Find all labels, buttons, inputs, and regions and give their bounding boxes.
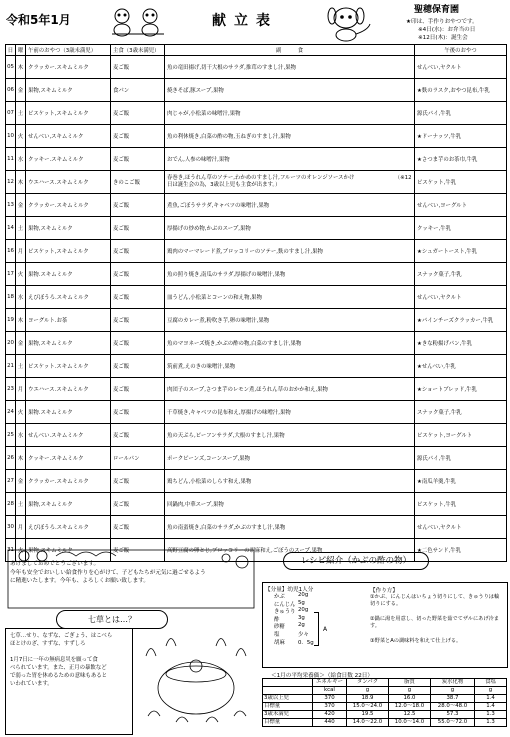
menu-am-snack: 果物,スキムミルク xyxy=(26,493,111,516)
nutrition-row xyxy=(263,711,507,719)
ingredient-name: 胡麻 xyxy=(274,639,285,646)
recipe-title: レシピ紹介（かぶの酢の物） xyxy=(283,552,429,570)
menu-row xyxy=(6,286,507,309)
nutrition-value: 19.5 xyxy=(347,711,389,719)
menu-am-snack: クッキー.スキムミルク xyxy=(26,447,111,470)
nanakusa-line: ほとけのざ、すずな、すずしろ xyxy=(10,641,86,647)
nutrition-row-label: 3歳未満児 xyxy=(263,711,313,719)
menu-am-snack: クラッカー.スキムミルク xyxy=(26,56,111,79)
ingredient-name: きゅうり xyxy=(274,609,296,616)
menu-row xyxy=(6,194,507,217)
menu-date: 10 xyxy=(6,125,16,148)
menu-staple: 麦ご飯 xyxy=(111,148,165,171)
menu-row xyxy=(6,447,507,470)
menu-pm-snack: ★せんべい,牛乳 xyxy=(415,355,507,378)
menu-weekday: 金 xyxy=(16,470,26,493)
page-title: 献立表 xyxy=(212,13,278,29)
nutrition-value: 12.0～18.0 xyxy=(389,703,431,711)
nutrition-unit: g xyxy=(431,687,475,695)
dog-illustration xyxy=(316,2,376,42)
nutrition-header: タンパク xyxy=(347,679,389,687)
menu-date: 28 xyxy=(6,493,16,516)
col-header-weekday: 曜 xyxy=(16,45,26,56)
nutrition-title: ＜1月の平均栄養価＞（給食日数 22日） xyxy=(271,673,373,679)
menu-staple: 麦ご飯 xyxy=(111,516,165,539)
menu-weekday: 火 xyxy=(16,263,26,286)
nutrition-value: 55.0～72.0 xyxy=(431,719,475,727)
menu-am-snack: せんべい,スキムミルク xyxy=(26,125,111,148)
menu-weekday: 火 xyxy=(16,539,26,562)
menu-side-dish: 千草焼き,キャベツの昆布和え,厚揚げの味噌汁,果物 xyxy=(165,401,415,424)
menu-side-dish: 春巻き,ほうれん草のソテー,わかめのすまし汁,フルーツのオレンジソースかけ （※12日は誕生会の為，3歳以上児も主食が出ます。） xyxy=(165,171,415,194)
menu-side-dish: 皿うどん,小松菜とコーンの和え物,果物 xyxy=(165,286,415,309)
nutrition-header: 炭水化物 xyxy=(431,679,475,687)
col-header-pm-snack: 午後のおやつ xyxy=(415,45,507,56)
nanakusa-line xyxy=(10,648,128,656)
header-note: ★印は、手作りおやつです。 xyxy=(406,19,478,25)
menu-weekday: 土 xyxy=(16,217,26,240)
menu-weekday: 土 xyxy=(16,493,26,516)
menu-am-snack: ヨーグルト.お茶 xyxy=(26,309,111,332)
menu-date: 26 xyxy=(6,447,16,470)
menu-date: 20 xyxy=(6,332,16,355)
menu-pm-snack: ★シュガートースト,牛乳 xyxy=(415,240,507,263)
menu-pm-snack: ★きな粉揚げパン,牛乳 xyxy=(415,332,507,355)
menu-row xyxy=(6,401,507,424)
menu-pm-snack: ★麩のラスク,おやつ昆布,牛乳 xyxy=(415,79,507,102)
menu-weekday: 水 xyxy=(16,286,26,309)
menu-am-snack: 果物,スキムミルク xyxy=(26,332,111,355)
menu-am-snack: ビスケット.スキムミルク xyxy=(26,355,111,378)
ingredient-name: 酢 xyxy=(274,616,280,623)
menu-am-snack: えびぼうろ.スキムミルク xyxy=(26,516,111,539)
nutrition-value: 15.0～24.0 xyxy=(347,703,389,711)
nanakusa-title: 七草とは…？ xyxy=(56,610,168,629)
menu-side-dish: 肉じゃが,小松菜の味噌汁,果物 xyxy=(165,102,415,125)
header-note: ※4日(水)：お弁当の日 xyxy=(418,27,476,33)
menu-pm-snack: ★ドーナッツ,牛乳 xyxy=(415,125,507,148)
col-header-side: 副 食 xyxy=(165,45,415,56)
nutrition-header: 食塩 xyxy=(475,679,507,687)
menu-row xyxy=(6,56,507,79)
menu-row xyxy=(6,516,507,539)
menu-am-snack: 果物.スキムミルク xyxy=(26,401,111,424)
menu-weekday: 木 xyxy=(16,447,26,470)
nutrition-value: 420 xyxy=(313,711,347,719)
nutrition-row-label: 3歳以上児 xyxy=(263,695,313,703)
menu-staple: 麦ご飯 xyxy=(111,263,165,286)
menu-staple: きのこご飯 xyxy=(111,171,165,194)
menu-weekday: 土 xyxy=(16,102,26,125)
menu-staple: 麦ご飯 xyxy=(111,217,165,240)
ingredient-amount: 20g xyxy=(298,592,309,598)
menu-date: 24 xyxy=(6,401,16,424)
menu-side-dish: 煮魚,ごぼうサラダ,キャベツの味噌汁,果物 xyxy=(165,194,415,217)
nutrition-row-label: 目標量 xyxy=(263,719,313,727)
ingredient-amount: 5g xyxy=(298,599,305,606)
menu-date: 16 xyxy=(6,240,16,263)
menu-weekday: 水 xyxy=(16,148,26,171)
menu-date: 11 xyxy=(6,148,16,171)
menu-am-snack: ウエハース.スキムミルク xyxy=(26,378,111,401)
ingredient-amount: 少々 xyxy=(298,632,309,638)
menu-side-dish: 鶏ちどん,小松菜のしらす和え,果物 xyxy=(165,470,415,493)
menu-staple: 麦ご飯 xyxy=(111,355,165,378)
menu-date: 25 xyxy=(6,424,16,447)
menu-pm-snack: ★二色サンド,牛乳 xyxy=(415,539,507,562)
ingredients-title: 【分量】幼児1人分 xyxy=(265,587,314,593)
menu-staple: 麦ご飯 xyxy=(111,470,165,493)
nutrition-value: 1.4 xyxy=(475,703,507,711)
menu-weekday: 水 xyxy=(16,424,26,447)
menu-staple: 麦ご飯 xyxy=(111,309,165,332)
ingredient-amount: 3g xyxy=(298,614,305,621)
menu-row xyxy=(6,125,507,148)
menu-pm-snack: ★南瓜羊羹,牛乳 xyxy=(415,470,507,493)
menu-side-dish: 豆腐のカレー煮,粉吹き芋,卵の味噌汁,果物 xyxy=(165,309,415,332)
menu-pm-snack: ビスケット,牛乳 xyxy=(415,171,507,194)
nanakusa-illustration xyxy=(136,626,258,734)
menu-date: 14 xyxy=(6,217,16,240)
menu-weekday: 月 xyxy=(16,516,26,539)
menu-staple: 麦ご飯 xyxy=(111,194,165,217)
menu-weekday: 金 xyxy=(16,332,26,355)
menu-am-snack: 果物,スキムミルク xyxy=(26,79,111,102)
menu-staple: 麦ご飯 xyxy=(111,56,165,79)
menu-pm-snack: ビスケット,ヨーグルト xyxy=(415,424,507,447)
menu-pm-snack: スナック菓子,牛乳 xyxy=(415,401,507,424)
menu-weekday: 木 xyxy=(16,309,26,332)
menu-row xyxy=(6,424,507,447)
nutrition-value: 440 xyxy=(313,719,347,727)
menu-header-row xyxy=(6,45,507,56)
nanakusa-text xyxy=(10,632,128,688)
menu-staple: 食パン xyxy=(111,79,165,102)
menu-staple: 麦ご飯 xyxy=(111,378,165,401)
nutrition-value: 38.7 xyxy=(431,695,475,703)
menu-row xyxy=(6,263,507,286)
menu-side-dish: 筑前煮,えのきの味噌汁,果物 xyxy=(165,355,415,378)
col-header-date: 日 xyxy=(6,45,16,56)
greeting-line: 今年も安全でおいしい給食作りを心がけて、子どもたちが元気に過ごせるよう xyxy=(10,569,206,576)
menu-staple: 麦ご飯 xyxy=(111,286,165,309)
nutrition-unit: g xyxy=(389,687,431,695)
menu-date: 30 xyxy=(6,516,16,539)
menu-weekday: 火 xyxy=(16,125,26,148)
menu-row xyxy=(6,378,507,401)
menu-date: 19 xyxy=(6,309,16,332)
menu-weekday: 土 xyxy=(16,355,26,378)
ingredient-amount: 2g xyxy=(298,622,305,629)
menu-date: 12 xyxy=(6,171,16,194)
menu-row xyxy=(6,217,507,240)
ingredient-amount: 20g xyxy=(298,607,309,614)
nutrition-unit: kcal xyxy=(313,687,347,695)
nutrition-unit: g xyxy=(347,687,389,695)
ingredient-name: かぶ xyxy=(274,594,285,600)
menu-weekday: 金 xyxy=(16,79,26,102)
menu-pm-snack: せんべい,ヤクルト xyxy=(415,286,507,309)
ingredient-name: にんじん xyxy=(274,601,296,608)
nutrition-value: 12.5 xyxy=(389,711,431,719)
menu-row xyxy=(6,148,507,171)
nutrition-header: エネルギー xyxy=(313,679,347,687)
col-header-am-snack: 午前のおやつ（3歳未満児） xyxy=(26,45,111,56)
menu-pm-snack: ★パインチーズクラッカー,牛乳 xyxy=(415,309,507,332)
menu-row xyxy=(6,171,507,194)
menu-staple: 麦ご飯 xyxy=(111,401,165,424)
nutrition-value: 1.3 xyxy=(475,711,507,719)
nutrition-value: 16.0 xyxy=(389,695,431,703)
nutrition-value: 10.0～14.0 xyxy=(389,719,431,727)
recipe-step: ③野菜とAの調味料を和えて仕上げる。 xyxy=(370,638,462,644)
greeting-message xyxy=(10,560,248,586)
nutrition-table xyxy=(262,678,507,727)
menu-date: 13 xyxy=(6,194,16,217)
menu-am-snack: ビスケット,スキムミルク xyxy=(26,102,111,125)
menu-pm-snack: せんべい,ヨーグルト xyxy=(415,194,507,217)
menu-am-snack: えびぼうろ.スキムミルク xyxy=(26,286,111,309)
menu-row xyxy=(6,240,507,263)
menu-am-snack: 果物.スキムミルク xyxy=(26,263,111,286)
menu-side-dish: 高野豆腐の卵とじ,ブロッコリーの胡麻和え,ごぼうのスープ,果物 xyxy=(165,539,415,562)
menu-side-dish: 魚の南蛮焼き,白菜のサラダ,かぶのすまし汁,果物 xyxy=(165,516,415,539)
nutrition-value: 28.0～48.0 xyxy=(431,703,475,711)
menu-weekday: 木 xyxy=(16,56,26,79)
menu-staple: 麦ご飯 xyxy=(111,240,165,263)
menu-am-snack: クッキー.スキムミルク xyxy=(26,148,111,171)
menu-date: 17 xyxy=(6,263,16,286)
menu-pm-snack: ★さつま芋のお茶巾,牛乳 xyxy=(415,148,507,171)
recipe-step: ①かぶ、にんじんはいちょう切りにして、きゅうりは輪切りにする。 xyxy=(370,594,500,607)
menu-side-dish: 魚の竜田揚げ,切干大根のサラダ,推茸のすまし汁,果物 xyxy=(165,56,415,79)
menu-row xyxy=(6,355,507,378)
menu-side-dish: 魚の照り焼き,南瓜のサラダ,厚揚げの味噌汁,果物 xyxy=(165,263,415,286)
menu-am-snack: ウエハース.スキムミルク xyxy=(26,171,111,194)
recipe-step: ②鍋に湯を用意し、切った野菜を茹でてザルにあげ冷ます。 xyxy=(370,616,499,629)
greeting-line: に精進いたします。今年も、よろしくお願い致します。 xyxy=(10,578,149,584)
menu-pm-snack: 源氏パイ,牛乳 xyxy=(415,447,507,470)
nutrition-value: 370 xyxy=(313,703,347,711)
menu-row xyxy=(6,332,507,355)
nutrition-value: 57.3 xyxy=(431,711,475,719)
menu-pm-snack: せんべい,ヤクルト xyxy=(415,516,507,539)
menu-side-dish: 回鍋肉,中華スープ,果物 xyxy=(165,493,415,516)
menu-row xyxy=(6,79,507,102)
menu-staple: ロールパン xyxy=(111,447,165,470)
menu-date: 31 xyxy=(6,539,16,562)
ingredient-amount: 0．5g xyxy=(298,639,314,646)
nutrition-value: 1.4 xyxy=(475,695,507,703)
menu-staple: 麦ご飯 xyxy=(111,125,165,148)
menu-staple: 麦ご飯 xyxy=(111,332,165,355)
nutrition-row xyxy=(263,719,507,727)
menu-am-snack: 果物,スキムミルク xyxy=(26,217,111,240)
ingredient-name: 砂糖 xyxy=(274,624,285,631)
ingredient-name: 塩 xyxy=(274,632,280,638)
menu-row xyxy=(6,102,507,125)
menu-date: 06 xyxy=(6,79,16,102)
menu-row xyxy=(6,493,507,516)
menu-side-dish: 肉団子のスープ,さつま芋のレモン煮,ほうれん草のおかか和え,果物 xyxy=(165,378,415,401)
nutrition-value: 1.3 xyxy=(475,719,507,727)
seasoning-bracket xyxy=(314,612,319,646)
menu-side-dish: 焼きそば,豚スープ,果物 xyxy=(165,79,415,102)
nanakusa-line: 1月7日に一年の無病息災を願って食 xyxy=(10,657,98,663)
menu-table xyxy=(5,44,507,562)
nanakusa-line: 七草…せり、なずな、ごぎょう、はこべら xyxy=(10,633,113,639)
menu-date: 05 xyxy=(6,56,16,79)
header-note: ※12日(木)：誕生会 xyxy=(418,35,468,41)
menu-date: 21 xyxy=(6,355,16,378)
nutrition-row-label: 目標量 xyxy=(263,703,313,711)
menu-side-dish: おでん,人参の味噌汁,果物 xyxy=(165,148,415,171)
menu-side-dish: 魚の利休焼き,白菜の酢の物,玉ねぎのすまし汁,果物 xyxy=(165,125,415,148)
menu-pm-snack: スナック菓子,牛乳 xyxy=(415,263,507,286)
nutrition-header-row xyxy=(263,679,507,687)
menu-pm-snack: 源氏パイ,牛乳 xyxy=(415,102,507,125)
nanakusa-line: いわれています。 xyxy=(10,681,53,687)
menu-am-snack: 果物.スキムミルク xyxy=(26,539,111,562)
menu-pm-snack: ★ショートブレッド,牛乳 xyxy=(415,378,507,401)
menu-staple: 麦ご飯 xyxy=(111,424,165,447)
menu-side-dish: 厚揚げの炒め物,かぶのスープ,果物 xyxy=(165,217,415,240)
menu-side-dish: 魚の天ぷら,ビーフンサラダ,大根のすまし汁,果物 xyxy=(165,424,415,447)
menu-row xyxy=(6,470,507,493)
menu-staple: 麦ご飯 xyxy=(111,539,165,562)
menu-date: 18 xyxy=(6,286,16,309)
nanakusa-line: で弱った胃を休めるための意味もあると xyxy=(10,673,108,679)
chicks-illustration xyxy=(108,4,168,38)
seasoning-mark: A xyxy=(323,626,328,633)
menu-weekday: 火 xyxy=(16,401,26,424)
steps-title: 【作り方】 xyxy=(370,588,398,594)
menu-am-snack: クラッカー.スキムミルク xyxy=(26,470,111,493)
menu-am-snack: せんべい.スキムミルク xyxy=(26,424,111,447)
menu-date: 07 xyxy=(6,102,16,125)
menu-weekday: 木 xyxy=(16,171,26,194)
nutrition-header xyxy=(263,679,313,687)
menu-side-dish: ポークビーンズ,コーンスープ,果物 xyxy=(165,447,415,470)
month-heading: 令和5年1月 xyxy=(6,13,71,27)
menu-pm-snack: ビスケット,牛乳 xyxy=(415,493,507,516)
nanakusa-line: べられています。また、正月の暴飲など xyxy=(10,665,107,671)
menu-weekday: 月 xyxy=(16,240,26,263)
menu-weekday: 金 xyxy=(16,194,26,217)
menu-weekday: 月 xyxy=(16,378,26,401)
menu-staple: 麦ご飯 xyxy=(111,493,165,516)
nutrition-value: 14.0～22.0 xyxy=(347,719,389,727)
menu-date: 23 xyxy=(6,378,16,401)
nutrition-value: 370 xyxy=(313,695,347,703)
nutrition-row xyxy=(263,703,507,711)
menu-pm-snack: せんべい,ヤクルト xyxy=(415,56,507,79)
nutrition-unit xyxy=(263,687,313,695)
greeting-line: あけましておめでとうございます。 xyxy=(10,561,100,567)
menu-am-snack: クラッカー.スキムミルク xyxy=(26,194,111,217)
nutrition-unit-row xyxy=(263,687,507,695)
menu-staple: 麦ご飯 xyxy=(111,102,165,125)
nutrition-row xyxy=(263,695,507,703)
menu-am-snack: ビスケット,スキムミルク xyxy=(26,240,111,263)
col-header-staple: 主食（3歳未満児） xyxy=(111,45,165,56)
menu-side-dish: 魚のマヨネーズ焼き,かぶの酢の物,白菜のすまし汁,果物 xyxy=(165,332,415,355)
school-name: 聖穂保育園 xyxy=(414,5,460,15)
nutrition-unit: g xyxy=(475,687,507,695)
menu-side-dish: 鶏肉のマーマレード煮,ブロッコリーのソテー,麩のすまし汁,果物 xyxy=(165,240,415,263)
menu-date: 27 xyxy=(6,470,16,493)
nutrition-value: 18.9 xyxy=(347,695,389,703)
menu-pm-snack: クッキー,牛乳 xyxy=(415,217,507,240)
menu-row xyxy=(6,309,507,332)
nutrition-header: 脂質 xyxy=(389,679,431,687)
